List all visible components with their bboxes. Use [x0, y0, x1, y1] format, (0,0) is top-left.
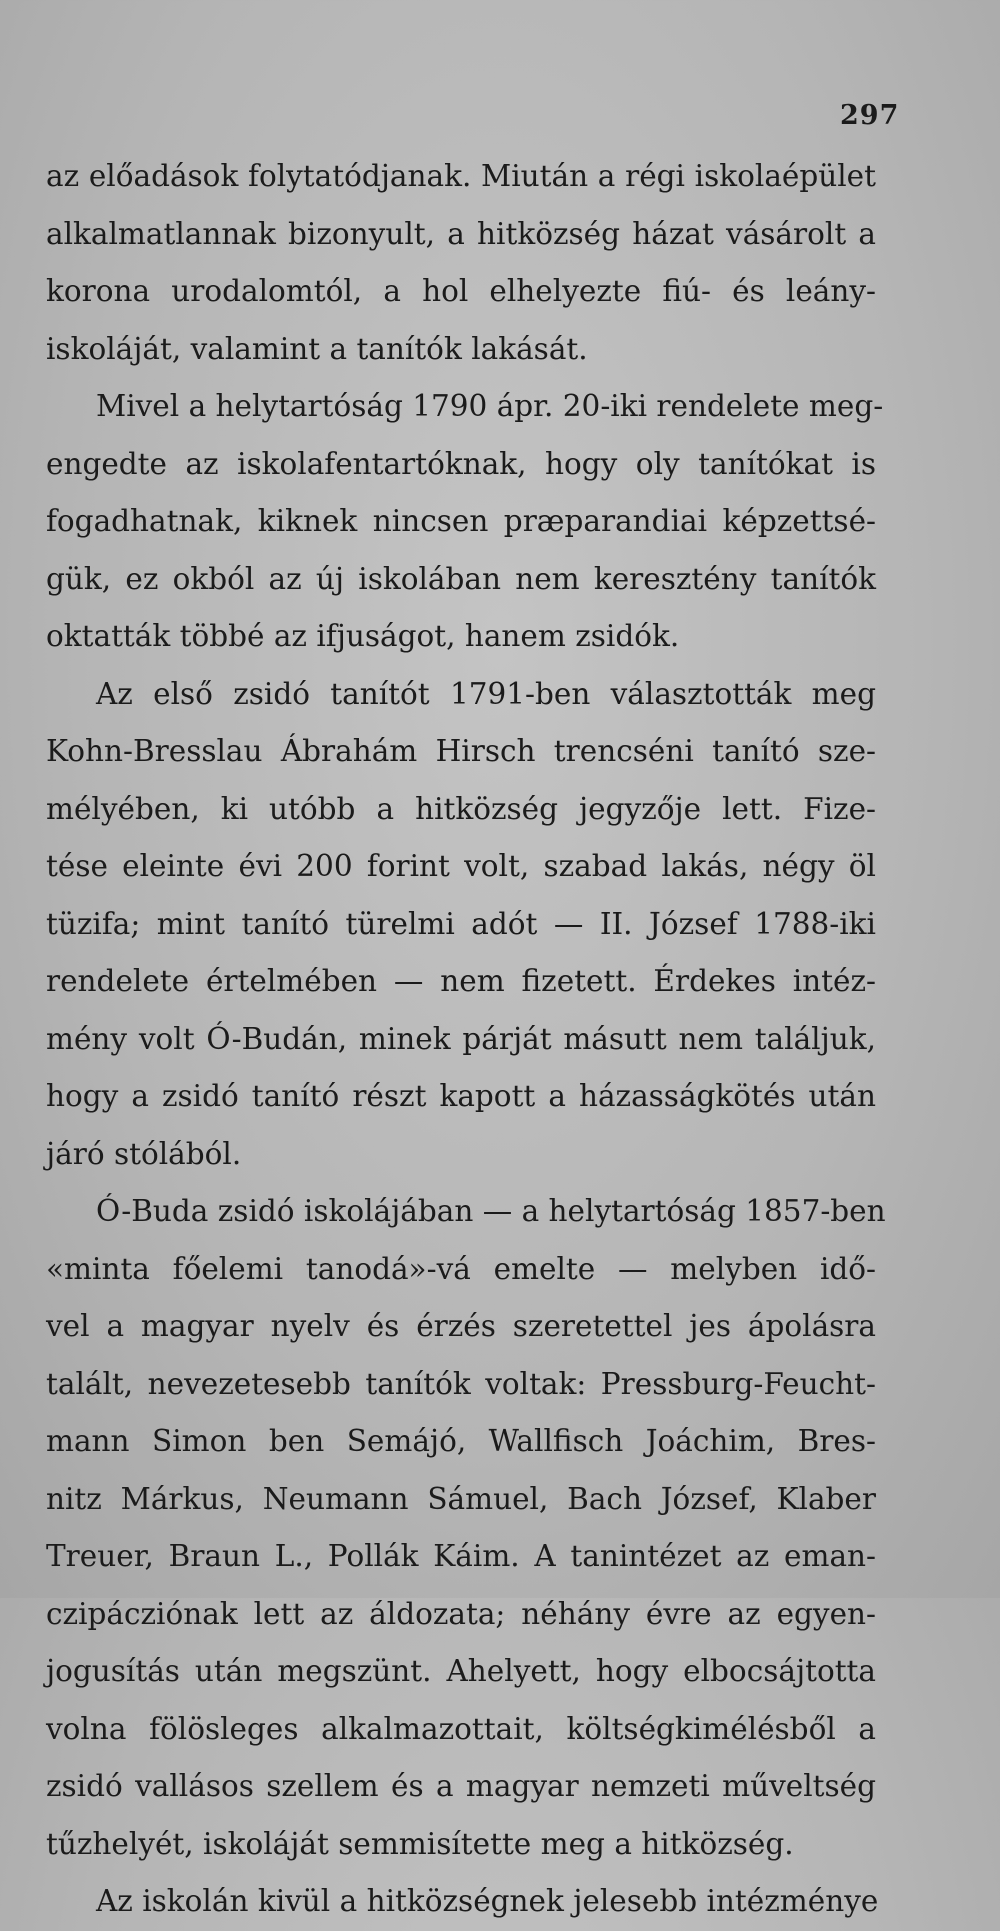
- text-line: «minta főelemi tanodá»-vá emelte — melyben idő-: [46, 1251, 876, 1286]
- text-line: az előadások folytatódjanak. Miután a régi iskolaépület: [46, 159, 876, 193]
- body-text: [46, 148, 886, 1931]
- text-line: zsidó vallásos szellem és a magyar nemzeti műveltség: [46, 1769, 876, 1803]
- text-line: Mivel a helytartóság 1790 ápr. 20-iki rendelete meg-: [96, 389, 884, 423]
- text-line: hogy a zsidó tanító részt kapott a házasságkötés után: [46, 1079, 876, 1113]
- text-line: gük, ez okból az új iskolában nem keresztény tanítók: [46, 561, 876, 596]
- text-line: talált, nevezetesebb tanítók voltak: Pressburg-Feucht-: [46, 1366, 876, 1401]
- text-line: Az iskolán kivül a hitközségnek jelesebb intézménye: [96, 1884, 879, 1918]
- text-line: volna fölösleges alkalmazottait, költségkimélésből a: [46, 1711, 876, 1746]
- text-line: mény volt Ó-Budán, minek párját másutt nem találjuk,: [46, 1021, 876, 1056]
- text-line: oktatták többé az ifjuságot, hanem zsidók.: [46, 619, 680, 653]
- text-line: alkalmatlannak bizonyult, a hitközség házat vásárolt a: [46, 216, 876, 251]
- text-line: tése eleinte évi 200 forint volt, szabad lakás, négy öl: [46, 849, 876, 883]
- text-line: korona urodalomtól, a hol elhelyezte fiú- és leány-: [46, 274, 876, 308]
- text-line: nitz Márkus, Neumann Sámuel, Bach József, Klaber: [46, 1481, 876, 1516]
- text-line: fogadhatnak, kiknek nincsen præparandiai képzettsé-: [46, 504, 876, 538]
- text-line: jogusítás után megszünt. Ahelyett, hogy elbocsájtotta: [46, 1654, 876, 1688]
- text-line: iskoláját, valamint a tanítók lakását.: [46, 331, 588, 366]
- text-line: mann Simon ben Semájó, Wallfisch Joáchim, Bres-: [46, 1424, 876, 1458]
- text-line: Treuer, Braun L., Pollák Káim. A tanintézet az eman-: [46, 1539, 876, 1573]
- text-line: járó stólából.: [46, 1136, 242, 1171]
- text-line: tüzifa; mint tanító türelmi adót — II. József 1788-iki: [46, 906, 876, 941]
- text-line: Az első zsidó tanítót 1791-ben választották meg: [96, 676, 876, 711]
- text-line: vel a magyar nyelv és érzés szeretettel jes ápolásra: [46, 1309, 876, 1343]
- text-line: tűzhelyét, iskoláját semmisítette meg a hitközség.: [46, 1826, 794, 1861]
- text-line: rendelete értelmében — nem fizetett. Érdekes intéz-: [46, 964, 876, 998]
- text-line: czipácziónak lett az áldozata; néhány évre az egyen-: [46, 1596, 876, 1631]
- page-number: 297: [840, 100, 900, 131]
- text-line: mélyében, ki utóbb a hitközség jegyzője lett. Fize-: [46, 791, 876, 826]
- text-line: Kohn-Bresslau Ábrahám Hirsch trencséni tanító sze-: [46, 734, 876, 768]
- text-line: Ó-Buda zsidó iskolájában — a helytartóság 1857-ben: [96, 1194, 886, 1228]
- text-line: engedte az iskolafentartóknak, hogy oly tanítókat is: [46, 446, 876, 481]
